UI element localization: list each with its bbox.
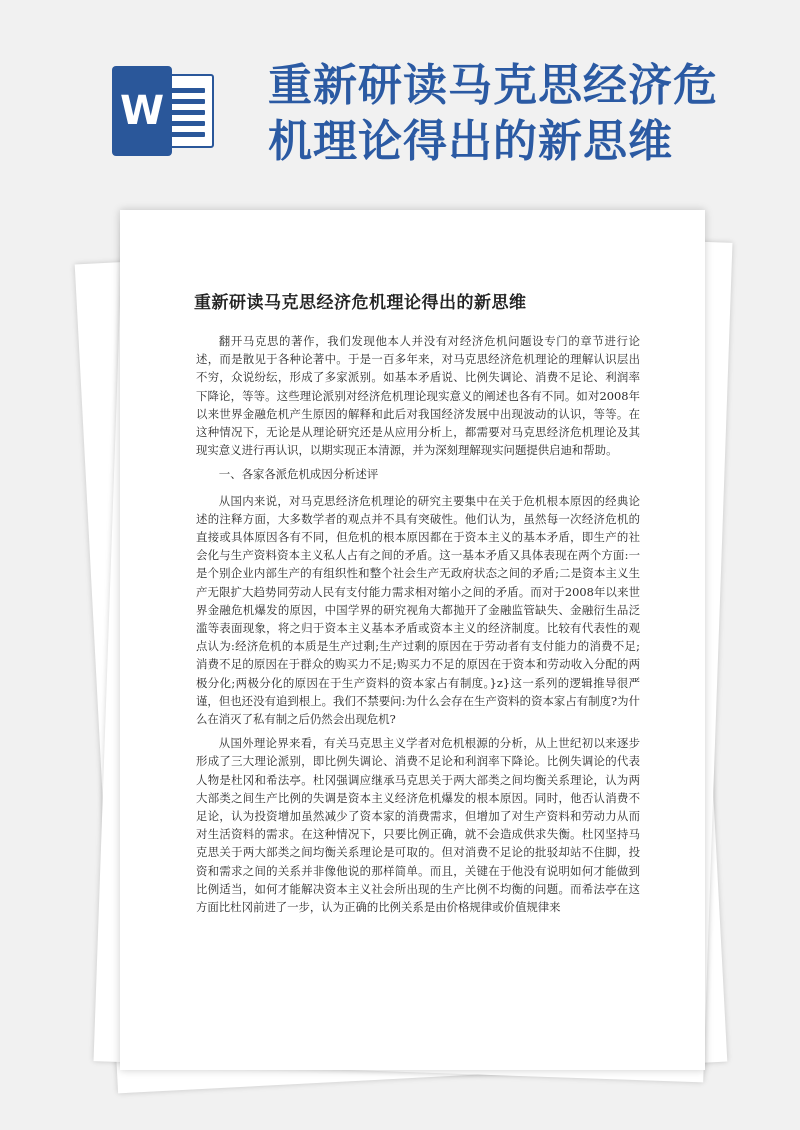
section-heading: 一、各家各派危机成因分析述评 [218,467,379,482]
document-title: 重新研读马克思经济危机理论得出的新思维 [194,293,527,313]
word-document-icon [112,66,216,156]
word-logo-letter: W [112,66,172,156]
document-body [196,332,640,922]
document-page [120,210,705,1070]
header [0,0,800,200]
paragraph: 翻开马克思的著作，我们发现他本人并没有对经济危机问题设专门的章节进行论述，而是散见于各种论著中。于是一百多年来，对马克思经济危机理论的理解认识层出不穷，众说纷纭，形成了多家派别。如基本矛盾说、比例失调论、消费不足论、利润率下降论，等等。这些理论派别对经济危机理论现实意义的阐述也各有不同。如对2008年以来世界金融危机产生原因的解释和此后对我国经济发展中出现波动的认识，等等。在这种情况下，无论是从理论研究还是从应用分析上，都需要对马克思经济危机理论及其现实意义进行再认识，以期实现正本清源，并为深刻理解现实问题提供启迪和帮助。 [196,334,640,458]
paragraph: 从国外理论界来看，有关马克思主义学者对危机根源的分析，从上世纪初以来逐步形成了三大理论派别，即比例失调论、消费不足论和利润率下降论。比例失调论的代表人物是杜冈和希法亭。杜冈强调应继承马克思关于两大部类之间均衡关系理论，认为两大部类之间生产比例的失调是资本主义经济危机爆发的根本原因。同时，他否认消费不足论，认为投资增加虽然减少了资本家的消费需求，但增加了对生产资料和劳动力从而对生活资料的需求。在这种情况下，只要比例正确，就不会造成供求失衡。杜冈坚持马克思关于两大部类之间均衡关系理论是可取的。但对消费不足论的批驳却站不住脚，投资和需求之间的关系并非像他说的那样简单。而且，关键在于他没有说明如何才能做到比例适当，如何才能解决资本主义社会所出现的生产比例不均衡的问题。而希法亭在这方面比杜冈前进了一步，认为正确的比例关系是由价格规律或价值规律来 [196,736,640,915]
page-title: 重新研读马克思经济危机理论得出的新思维 [268,60,718,167]
paragraph: 从国内来说，对马克思经济危机理论的研究主要集中在关于危机根本原因的经典论述的注释方面，大多数学者的观点并不具有突破性。他们认为，虽然每一次经济危机的直接或具体原因各有不同，但危机的根本原因都在于资本主义的基本矛盾，即生产的社会化与生产资料资本主义私人占有之间的矛盾。这一基本矛盾又具体表现在两个方面:一是个别企业内部生产的有组织性和整个社会生产无政府状态之间的矛盾;二是资本主义生产无限扩大趋势同劳动人民有支付能力需求相对缩小之间的矛盾。而对于2008年以来世界金融危机爆发的原因，中国学界的研究视角大都抛开了金融监管缺失、金融衍生品泛滥等表面现象，将之归于资本主义基本矛盾或资本主义的经济制度。比较有代表性的观点认为:经济危机的本质是生产过剩;生产过剩的原因在于劳动者有支付能力的消费不足;消费不足的原因在于群众的购买力不足;购买力不足的原因在于资本和劳动收入分配的两极分化;两极分化的原因在于生产资料的资本家占有制度。}z}这一系列的逻辑推导很严谨，但也还没有追到根上。我们不禁要问:为什么会存在生产资料的资本家占有制度?为什么在消灭了私有制之后仍然会出现危机? [196,493,640,727]
